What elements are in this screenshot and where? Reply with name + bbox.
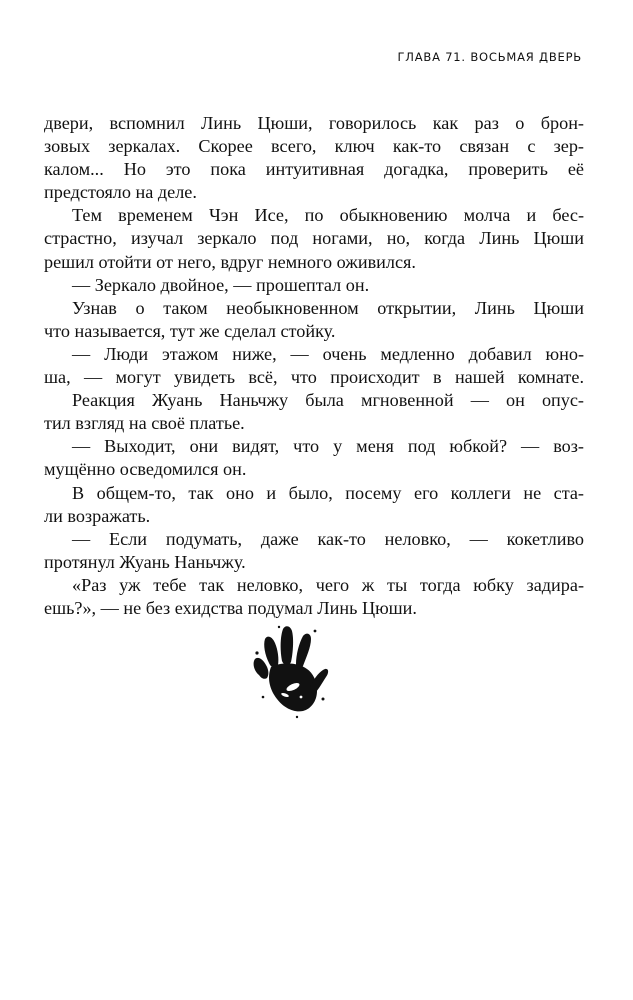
text-line: что называется, тут же сделал стойку. — [44, 320, 336, 341]
text-line: — Зеркало двойное, — прошептал он. — [72, 274, 370, 295]
text-line: тил взгляд на своё платье. — [44, 413, 245, 434]
text-line: Узнав о таком необыкновенном открытии, Линь Цюши — [72, 297, 584, 318]
handprint-icon — [249, 623, 329, 719]
text-line: зовых зеркалах. Скорее всего, ключ как-то связан с зер- — [44, 136, 584, 157]
text-line: предстояло на деле. — [44, 182, 197, 203]
text-line: Тем временем Чэн Исе, по обыкновению молча и бес- — [72, 205, 584, 226]
text-line: ша, — могут увидеть всё, что происходит в нашей комнате. — [44, 367, 584, 388]
text-line: калом... Но это пока интуитивная догадка, проверить её — [44, 159, 584, 180]
page-text — [44, 112, 584, 620]
text-line: двери, вспомнил Линь Цюши, говорилось как раз о брон- — [44, 113, 584, 133]
text-line: — Люди этажом ниже, — очень медленно добавил юно- — [72, 343, 584, 364]
text-line: В общем-то, так оно и было, посему его коллеги не ста- — [72, 482, 584, 503]
text-line: решил отойти от него, вдруг немного оживился. — [44, 251, 416, 272]
text-line: ли возражать. — [44, 505, 151, 526]
chapter-header: ГЛАВА 71. ВОСЬМАЯ ДВЕРЬ — [397, 50, 582, 64]
text-line: — Если подумать, даже как-то неловко, — кокетливо — [72, 528, 584, 549]
text-line: «Раз уж тебе так неловко, чего ж ты тогда юбку задира- — [72, 574, 584, 595]
text-line: мущённо осведомился он. — [44, 459, 247, 480]
text-line: ешь?», — не без ехидства подумал Линь Цюши. — [44, 597, 417, 618]
text-line: — Выходит, они видят, что у меня под юбкой? — воз- — [72, 436, 584, 457]
text-line: протянул Жуань Наньчжу. — [44, 551, 246, 572]
text-line: Реакция Жуань Наньчжу была мгновенной — он опус- — [72, 390, 584, 411]
text-line: страстно, изучал зеркало под ногами, но, когда Линь Цюши — [44, 228, 584, 249]
